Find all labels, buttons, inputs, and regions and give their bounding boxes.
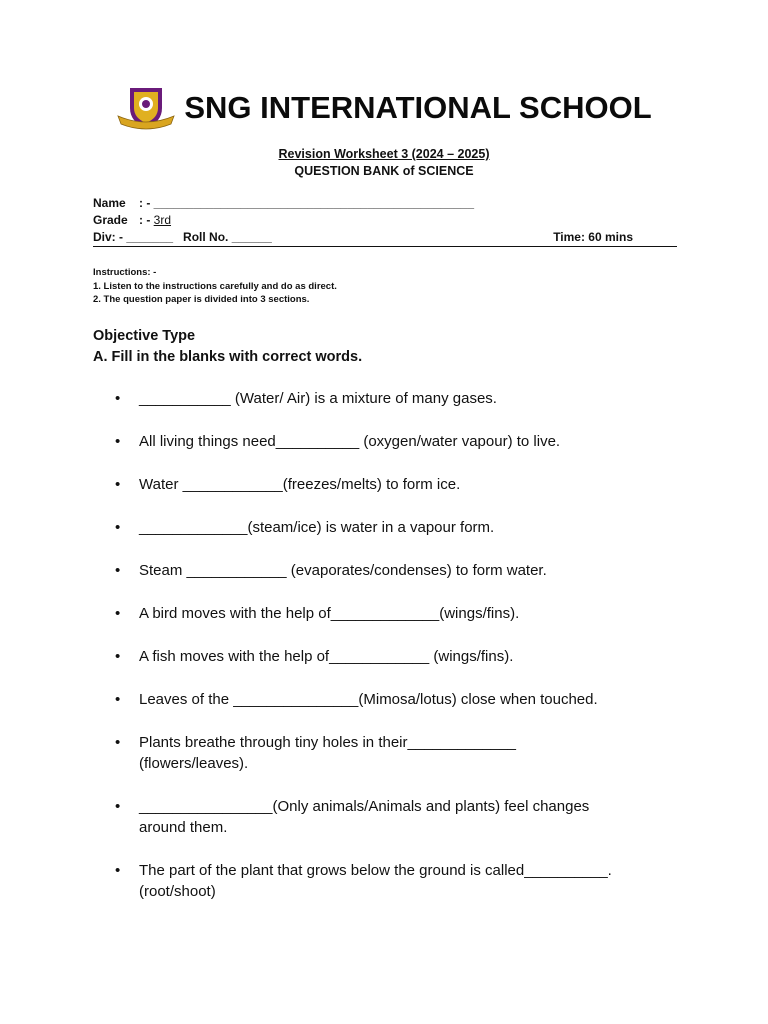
instruction-item: 1. Listen to the instructions carefully and do as direct. [93,280,337,292]
list-item: • Water ____________(freezes/melts) to form ice. [115,476,461,493]
name-label: Name [93,196,126,210]
worksheet-subtitle: QUESTION BANK of SCIENCE [294,164,474,178]
objective-type-heading: Objective Type [93,328,196,344]
grade-prefix: : - [139,213,154,227]
list-item: • The part of the plant that grows below the ground is called__________. (root/shoot) [115,862,612,900]
worksheet-title-block [0,146,768,180]
fill-blanks-list [93,388,693,924]
grade-value: 3rd [153,213,172,227]
worksheet-title: Revision Worksheet 3 (2024 – 2025) [278,147,490,161]
name-row [93,195,677,212]
bullet-icon: • [115,433,121,450]
bullet-icon: • [115,605,121,622]
school-header [0,84,768,132]
instructions [93,266,337,307]
student-info [93,195,677,247]
bullet-icon: • [115,734,121,751]
list-item: • ___________ (Water/ Air) is a mixture of many gases. [115,390,497,407]
list-item: • _____________(steam/ice) is water in a vapour form. [115,519,495,536]
list-item: • Leaves of the _______________(Mimosa/lotus) close when touched. [115,691,598,708]
time-text: Time: 60 mins [553,230,633,244]
bullet-icon: • [115,798,121,815]
bullet-icon: • [115,519,121,536]
grade-label: Grade [93,213,128,227]
list-item: • Steam ____________ (evaporates/condenses) to form water. [115,562,547,579]
school-name: SNG INTERNATIONAL SCHOOL [184,90,652,125]
bullet-icon: • [115,691,121,708]
list-item: • All living things need__________ (oxygen/water vapour) to live. [115,433,561,450]
school-crest-icon [116,84,176,132]
section-a-heading: A. Fill in the blanks with correct words. [93,349,363,365]
list-item: • ________________(Only animals/Animals and plants) feel changes around them. [115,798,590,836]
grade-row [93,212,677,229]
bullet-icon: • [115,648,121,665]
bullet-icon: • [115,562,121,579]
bullet-icon: • [115,862,121,879]
div-roll-time-row [93,229,677,247]
name-field: : - ________________________________________________ [139,196,475,210]
list-item: • Plants breathe through tiny holes in their_____________ (flowers/leaves). [115,734,516,772]
list-item: • A bird moves with the help of_____________(wings/fins). [115,605,520,622]
instructions-heading: Instructions: - [93,267,157,278]
bullet-icon: • [115,390,121,407]
div-roll-field: Div: - _______ Roll No. ______ [93,230,272,244]
instruction-item: 2. The question paper is divided into 3 sections. [93,294,310,305]
bullet-icon: • [115,476,121,493]
list-item: • A fish moves with the help of____________ (wings/fins). [115,648,514,665]
